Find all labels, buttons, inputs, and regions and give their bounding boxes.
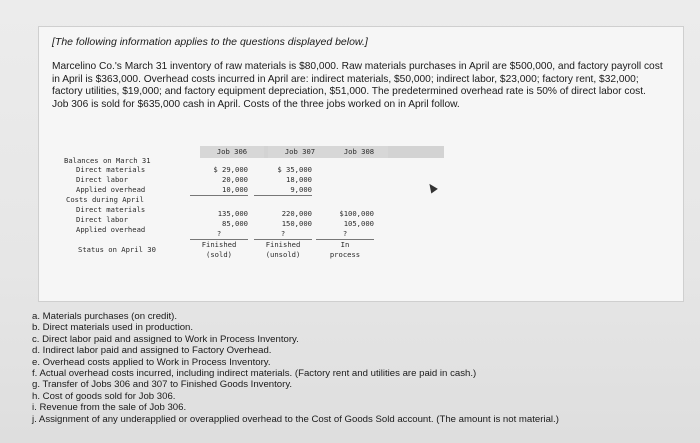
list-item: f. Actual overhead costs incurred, including indirect materials. (Factory rent and utilities are paid in cash.) xyxy=(32,368,477,380)
problem-paragraph: Marcelino Co.'s March 31 inventory of raw materials is $80,000. Raw materials purchases in April are $500,000, and factory payroll cost in April is $363,000. Overhead costs incurred in April are: indirect materials, $50,000; indirect labor, $23,000; factory rent, $32,000; factory utilities, $19,000; and factory equipment depreciation, $51,000. The predetermined overhead rate is 50% of direct labor cost. Job 306 is sold for $635,000 cash in April. Costs of the three jobs worked on in April follow. xyxy=(52,61,663,110)
job306-status-2: (sold) xyxy=(206,250,232,259)
label-dl2: Direct labor xyxy=(76,215,128,224)
job307-oh1: 9,000 xyxy=(254,186,312,196)
label-balances: Balances on March 31 xyxy=(64,156,151,165)
job308-status-1: In xyxy=(340,240,350,249)
job306-dm2: 135,000 xyxy=(217,209,248,218)
list-item: i. Revenue from the sale of Job 306. xyxy=(32,402,187,414)
job306-status-1: Finished xyxy=(201,240,237,249)
transaction-list xyxy=(32,311,692,425)
list-item: c. Direct labor paid and assigned to Work in Process Inventory. xyxy=(32,333,299,345)
job307-dm2: 220,000 xyxy=(281,209,312,218)
job307-status-1: Finished xyxy=(265,240,301,249)
job308-status-2: process xyxy=(329,250,361,259)
job308-oh2: ? xyxy=(316,230,374,240)
job306-dl1: 20,000 xyxy=(222,175,248,184)
job307-dl2: 150,000 xyxy=(281,219,312,228)
label-oh1: Applied overhead xyxy=(76,185,146,194)
job308-dl2: 105,000 xyxy=(343,219,374,228)
job307-dl1: 18,000 xyxy=(286,175,312,184)
list-item: d. Indirect labor paid and assigned to Factory Overhead. xyxy=(32,345,272,357)
list-item: g. Transfer of Jobs 306 and 307 to Finished Goods Inventory. xyxy=(32,379,293,391)
label-oh2: Applied overhead xyxy=(76,225,146,234)
job-cost-table xyxy=(64,146,382,266)
header-job-306: Job 306 xyxy=(200,146,264,158)
header-job-307: Job 307 xyxy=(268,146,332,158)
job307-status-2: (unsold) xyxy=(265,250,301,259)
label-costs: Costs during April xyxy=(66,195,144,204)
job306-oh1: 10,000 xyxy=(190,186,248,196)
label-dl1: Direct labor xyxy=(76,175,128,184)
job306-dl2: 85,000 xyxy=(222,219,248,228)
job307-dm1: $ 35,000 xyxy=(277,165,312,174)
job306-dm1: $ 29,000 xyxy=(213,165,248,174)
list-item: a. Materials purchases (on credit). xyxy=(32,311,178,322)
list-item: j. Assignment of any underapplied or overapplied overhead to the Cost of Goods Sold account. (The amount is not material.) xyxy=(32,413,559,425)
intro-note: [The following information applies to the questions displayed below.] xyxy=(52,36,368,48)
label-dm1: Direct materials xyxy=(76,165,146,174)
label-dm2: Direct materials xyxy=(76,205,146,214)
job307-oh2: ? xyxy=(254,230,312,240)
list-item: e. Overhead costs applied to Work in Process Inventory. xyxy=(32,356,271,368)
list-item: b. Direct materials used in production. xyxy=(32,322,194,334)
list-item: h. Cost of goods sold for Job 306. xyxy=(32,390,176,402)
job306-oh2: ? xyxy=(190,230,248,240)
label-status: Status on April 30 xyxy=(78,245,156,254)
job308-dm2: $100,000 xyxy=(339,209,374,218)
header-job-308: Job 308 xyxy=(330,146,388,158)
